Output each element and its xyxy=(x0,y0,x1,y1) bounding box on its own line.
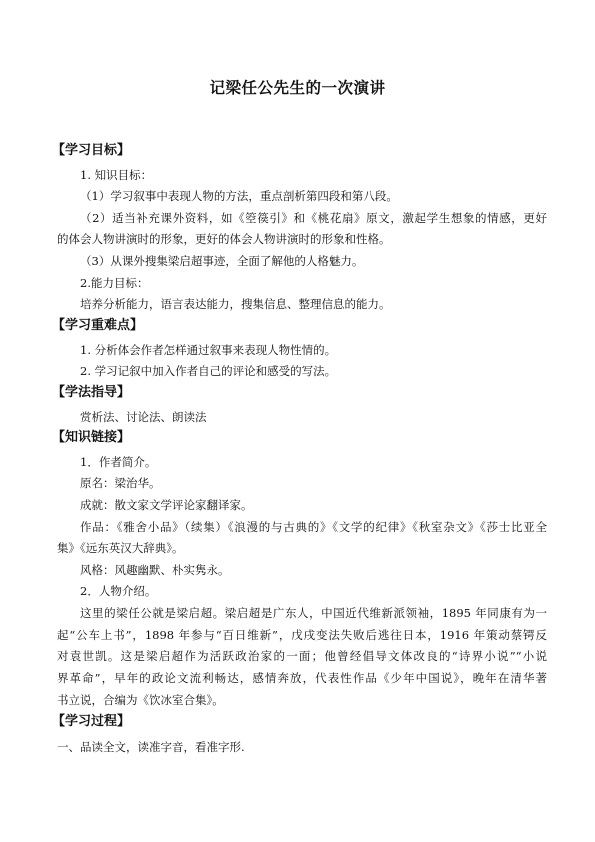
author-intro-label: 1．作者简介。 xyxy=(80,455,157,469)
ability-goal-label: 2.能力目标： xyxy=(80,276,149,290)
goal-item-2-line-2: 的体会人物讲演时的形象，更好的体会人物讲演时的形象和性格。 xyxy=(57,232,391,246)
person-intro-label: 2．人物介绍。 xyxy=(80,584,157,598)
person-intro-line-4: 界革命”，早年的政论文流利畅达，感情奔放，代表性作品《少年中国说》，晚年在清华著 xyxy=(57,671,547,685)
method-text: 赏析法、讨论法、朗读法 xyxy=(80,410,207,424)
author-works-line-1: 作品：《雅舍小品》（续集）《浪漫的与古典的》《文学的纪律》《秋室杂文》《莎士比亚全 xyxy=(80,520,547,534)
author-original-name: 原名：梁治华。 xyxy=(80,476,161,490)
difficulty-item-2: 2. 学习记叙中加入作者自己的评论和感受的写法。 xyxy=(80,364,337,378)
author-achievement: 成就：散文家文学评论家翻译家。 xyxy=(80,498,253,512)
ability-goal-text: 培养分析能力，语言表达能力，搜集信息、整理信息的能力。 xyxy=(80,297,391,311)
goal-item-2-line-1: （2）适当补充课外资料，如《箜篌引》和《桃花扇》原文，激起学生想象的情感，更好 xyxy=(80,211,547,225)
goal-item-1: （1）学习叙事中表现人物的方法，重点剖析第四段和第八段。 xyxy=(80,189,398,203)
page-title: 记梁任公先生的一次演讲 xyxy=(209,79,386,97)
person-intro-line-2: 起“公车上书”，1898 年参与“百日维新”，戊戌变法失败后逃往日本，1916 年策动蔡锷反 xyxy=(57,628,547,642)
author-style: 风格：风趣幽默、朴实隽永。 xyxy=(80,563,230,577)
person-intro-line-3: 对袁世凯。这是梁启超作为活跃政治家的一面；他曾经倡导文体改良的“诗界小说”“小说 xyxy=(57,649,547,663)
heading-knowledge-link: 【知识链接】 xyxy=(52,430,131,445)
heading-learning-process: 【学习过程】 xyxy=(52,714,131,729)
goal-item-3: （3）从课外搜集梁启超事迹，全面了解他的人格魅力。 xyxy=(80,254,364,268)
difficulty-item-1: 1. 分析体会作者怎样通过叙事来表现人物性情的。 xyxy=(80,343,337,357)
heading-learning-goals: 【学习目标】 xyxy=(52,143,131,158)
knowledge-goal-label: 1. 知识目标： xyxy=(80,168,153,182)
heading-method-guidance: 【学法指导】 xyxy=(52,385,131,400)
author-works-line-2: 集》《远东英汉大辞典》。 xyxy=(57,541,184,555)
process-step-1: 一、品读全文，读准字音，看准字形. xyxy=(57,740,245,754)
person-intro-line-1: 这里的梁任公就是梁启超。梁启超是广东人，中国近代维新派领袖，1895 年同康有为一 xyxy=(80,606,547,620)
person-intro-line-5: 书立说，合编为《饮冰室合集》。 xyxy=(57,693,224,707)
heading-key-difficulties: 【学习重难点】 xyxy=(52,318,144,333)
